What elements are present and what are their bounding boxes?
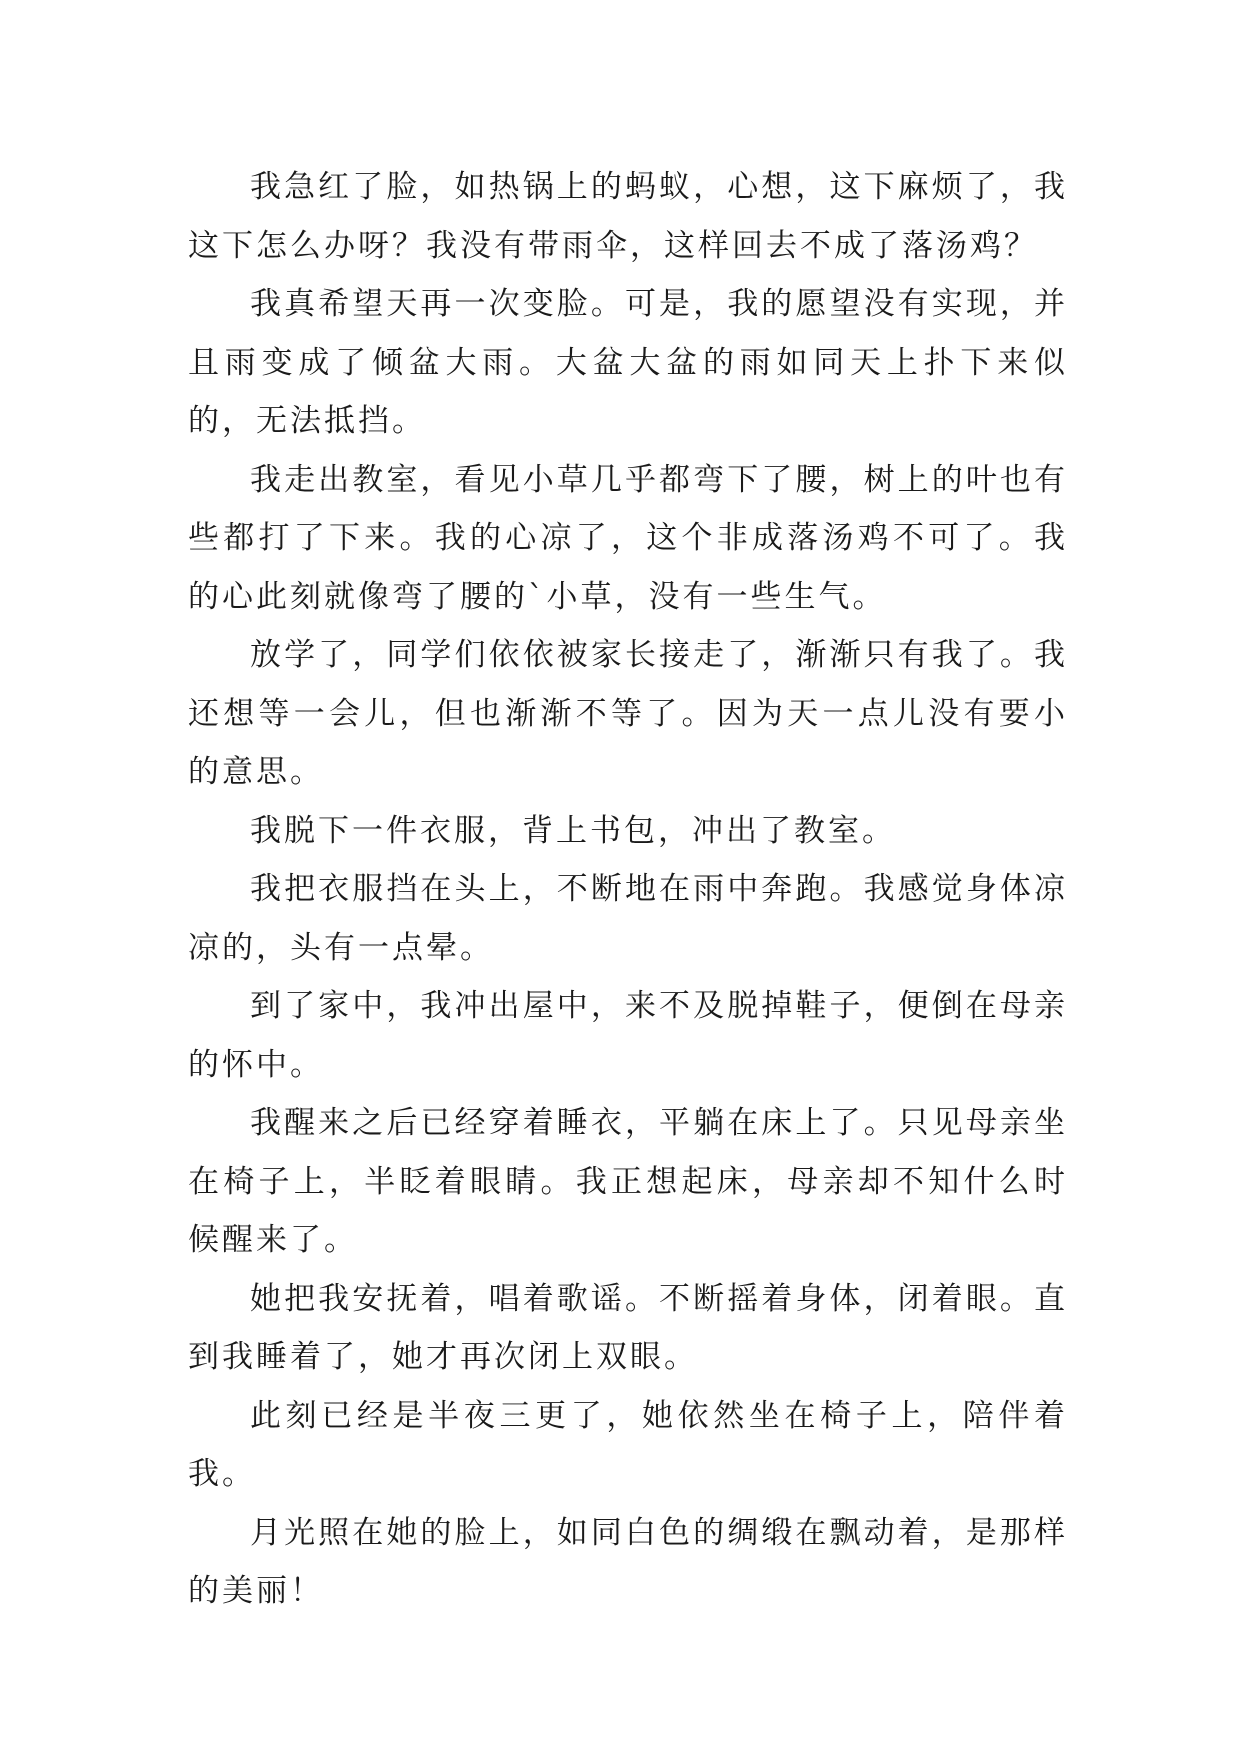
paragraph-8: 我醒来之后已经穿着睡衣，平躺在床上了。只见母亲坐在椅子上，半眨着眼睛。我正想起床，母亲却不知什么时候醒来了。 xyxy=(188,1105,1068,1258)
paragraph-1: 我急红了脸，如热锅上的蚂蚁，心想，这下麻烦了，我这下怎么办呀？我没有带雨伞，这样回去不成了落汤鸡？ xyxy=(188,169,1068,264)
paragraph-11: 月光照在她的脸上，如同白色的绸缎在飘动着，是那样的美丽！ xyxy=(188,1514,1068,1609)
document-body xyxy=(188,158,1068,1621)
paragraph-10: 此刻已经是半夜三更了，她依然坐在椅子上，陪伴着我。 xyxy=(188,1397,1068,1492)
paragraph-7: 到了家中，我冲出屋中，来不及脱掉鞋子，便倒在母亲的怀中。 xyxy=(188,988,1068,1083)
paragraph-6: 我把衣服挡在头上，不断地在雨中奔跑。我感觉身体凉凉的，头有一点晕。 xyxy=(188,871,1068,966)
paragraph-3: 我走出教室，看见小草几乎都弯下了腰，树上的叶也有些都打了下来。我的心凉了，这个非成落汤鸡不可了。我的心此刻就像弯了腰的`小草，没有一些生气。 xyxy=(188,461,1068,615)
paragraph-5: 我脱下一件衣服，背上书包，冲出了教室。 xyxy=(250,812,896,849)
paragraph-2: 我真希望天再一次变脸。可是，我的愿望没有实现，并且雨变成了倾盆大雨。大盆大盆的雨如同天上扑下来似的，无法抵挡。 xyxy=(188,286,1068,439)
paragraph-4: 放学了，同学们依依被家长接走了，渐渐只有我了。我还想等一会儿，但也渐渐不等了。因为天一点儿没有要小的意思。 xyxy=(188,637,1068,790)
paragraph-9: 她把我安抚着，唱着歌谣。不断摇着身体，闭着眼。直到我睡着了，她才再次闭上双眼。 xyxy=(188,1280,1068,1375)
